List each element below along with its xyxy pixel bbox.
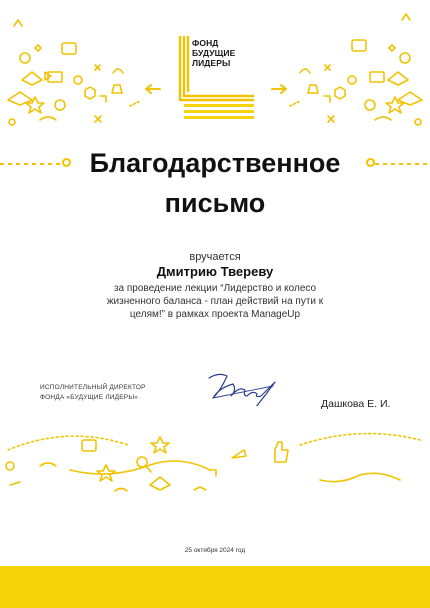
signatory-title-line-1: ИСПОЛНИТЕЛЬНЫЙ ДИРЕКТОР (40, 384, 146, 391)
signatory-name: Дашкова Е. И. (321, 398, 391, 410)
document-title-line-1: Благодарственное (89, 148, 341, 178)
logo-line-3: ЛИДЕРЫ (192, 58, 231, 68)
signatory-title (40, 383, 146, 403)
star-doodle-icon (26, 97, 44, 113)
presented-label: вручается (189, 251, 241, 263)
handwritten-signature (205, 368, 285, 406)
document-title-line-2: письмо (164, 188, 266, 218)
signatory-title-line-2: ФОНДА «БУДУЩИЕ ЛИДЕРЫ» (40, 394, 139, 401)
grad-cap-doodle-icon (22, 72, 42, 85)
rocket-doodle-icon (232, 450, 246, 458)
thumbs-up-doodle-icon (275, 442, 288, 462)
logo-line-1: ФОНД (192, 38, 219, 48)
foundation-logo (178, 34, 260, 120)
screen-doodle-icon (62, 43, 76, 54)
description-text: за проведение лекции “Лидерство и колесо жизненного баланса - план действий на пути к целям!” в рамках проекта ManageUp (106, 283, 324, 320)
arrow-doodle-icon (14, 20, 22, 26)
recipient-name: Дмитрию Твереву (156, 264, 274, 279)
logo-text (192, 38, 235, 68)
footer-accent-bar (0, 566, 430, 608)
logo-line-2: БУДУЩИЕ (192, 48, 236, 58)
issue-date: 25 октября 2024 год (184, 547, 246, 554)
